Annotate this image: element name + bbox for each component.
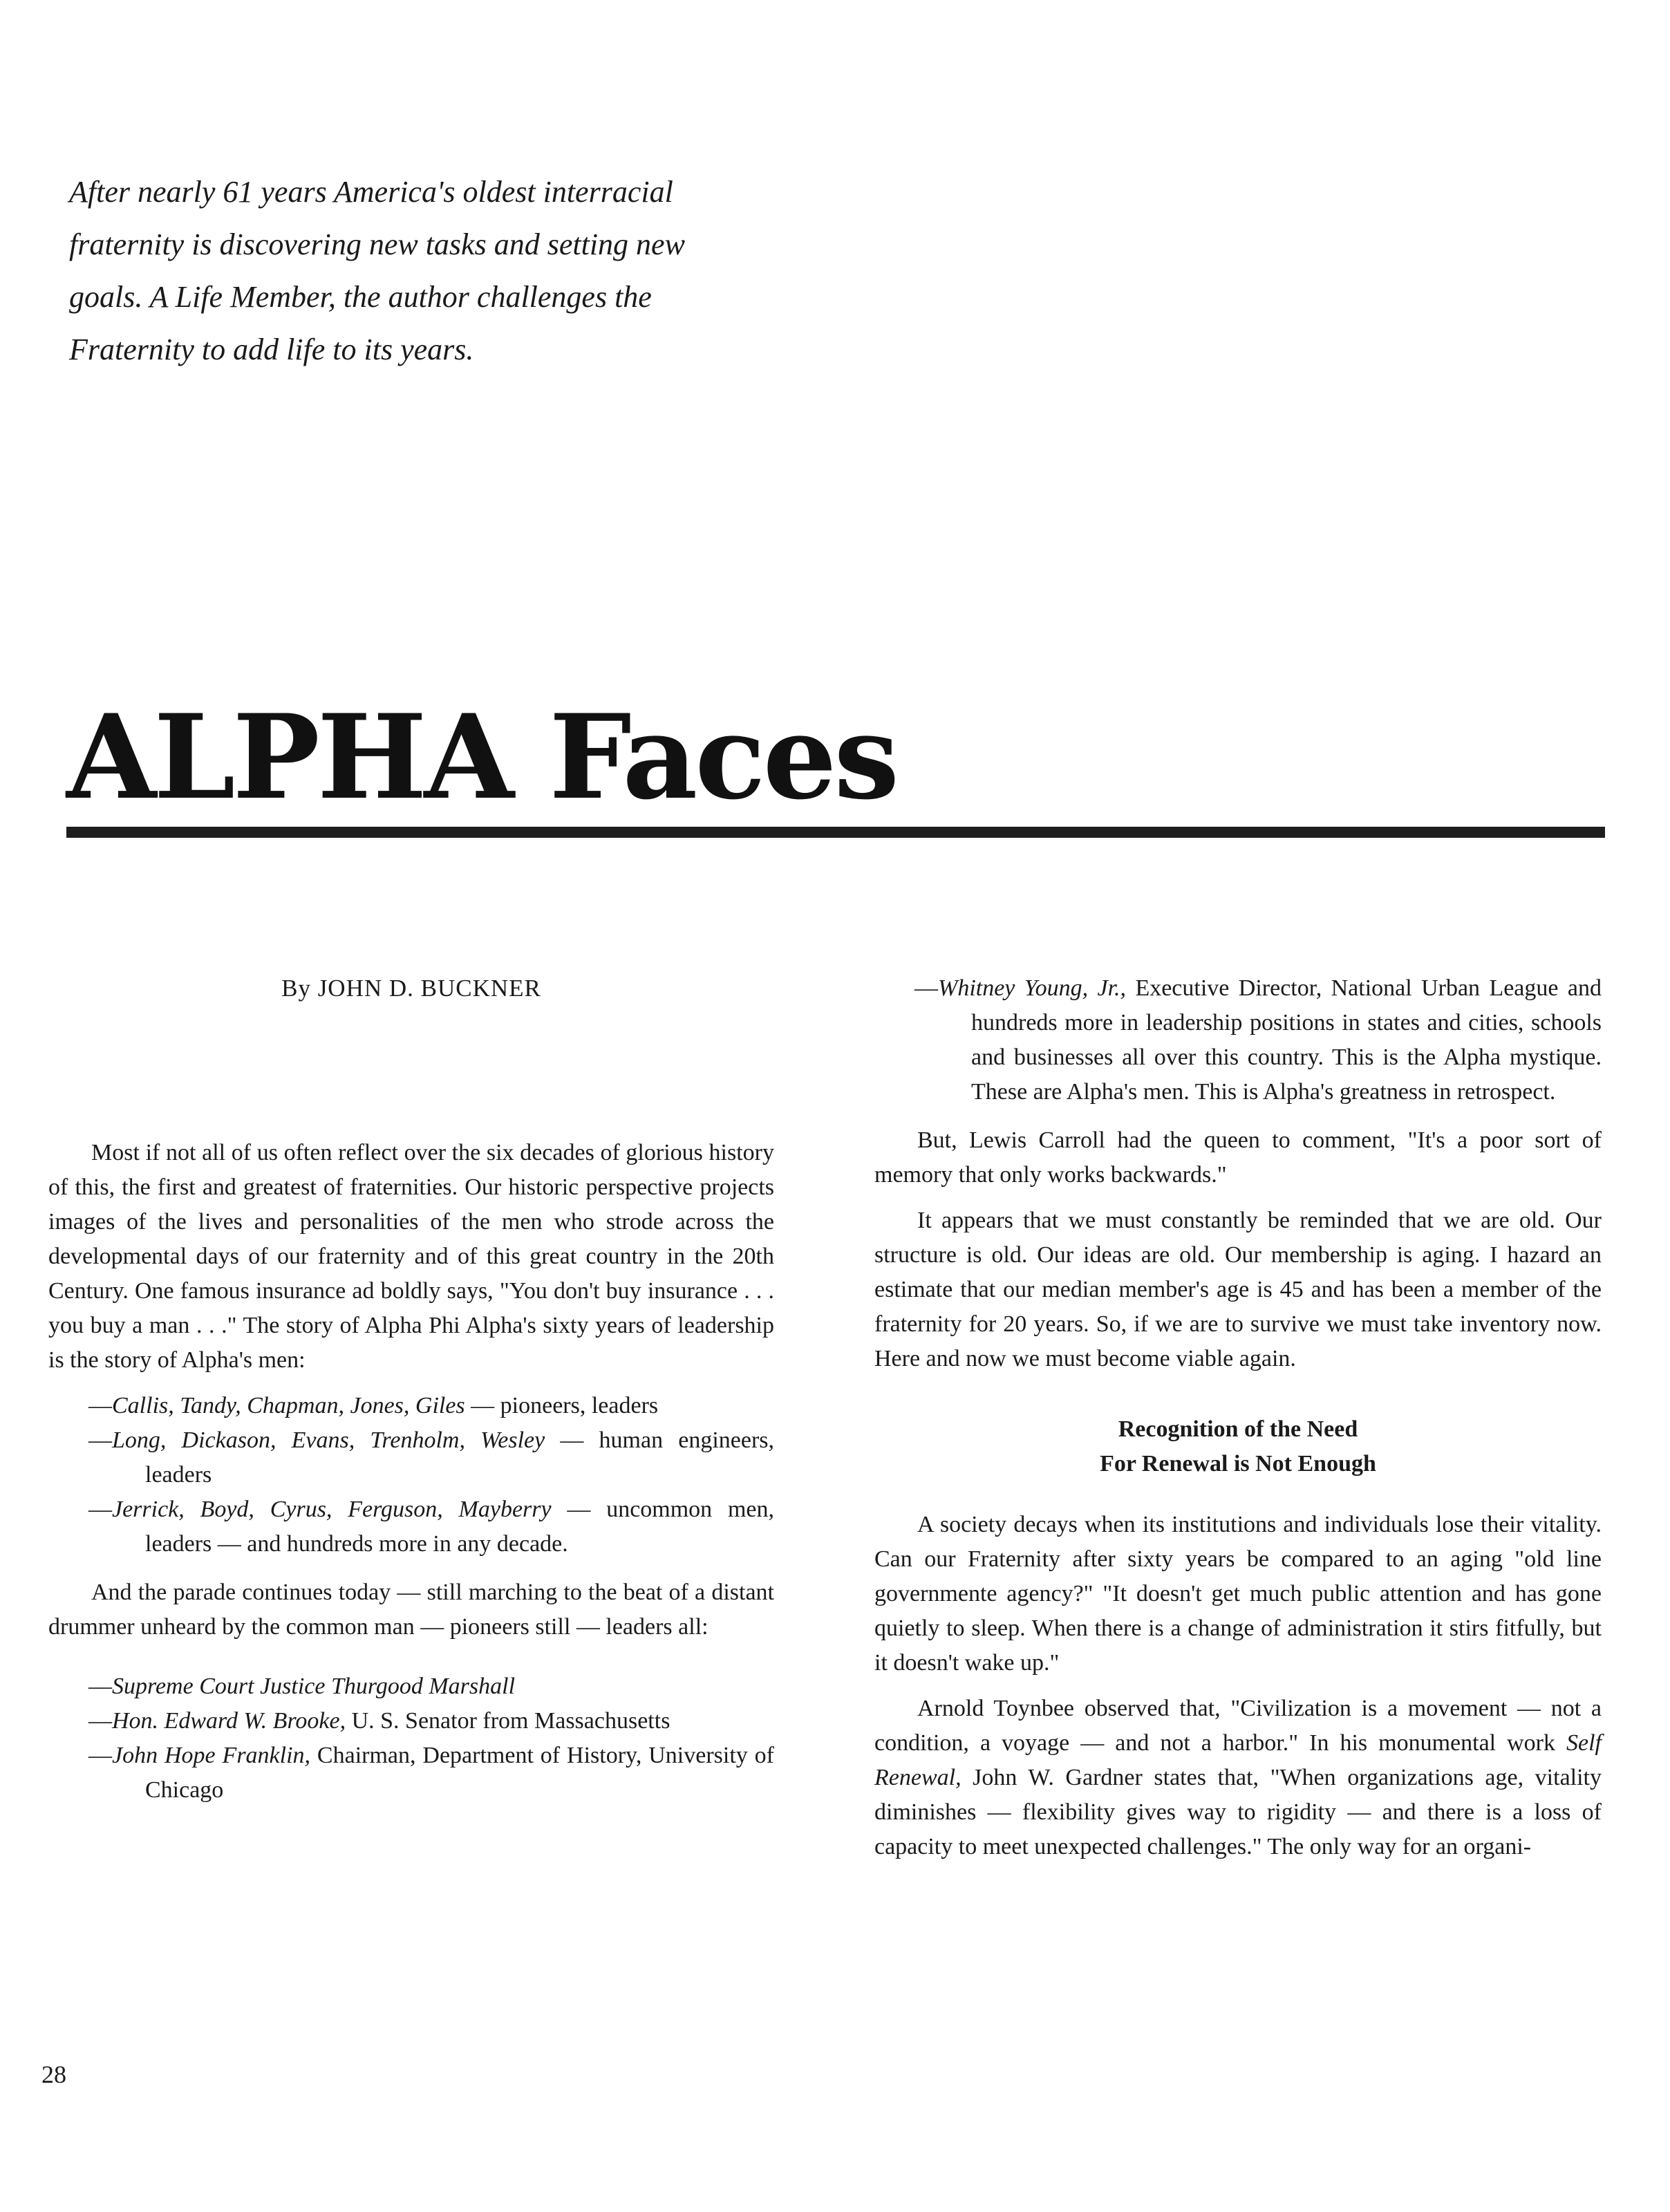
pioneers-list	[48, 1389, 774, 1562]
headline: ALPHA Faces	[66, 688, 897, 825]
left-column	[48, 971, 774, 1821]
dash: —	[88, 1497, 112, 1522]
description: — pioneers, leaders	[465, 1393, 659, 1418]
list-item	[48, 1389, 774, 1423]
description: — uncommon men, leaders — and hundreds more in any decade.	[145, 1497, 774, 1557]
book-title: Self Renewal,	[874, 1730, 1602, 1790]
byline: By JOHN D. BUCKNER	[281, 975, 541, 1002]
names: Jerrick, Boyd, Cyrus, Ferguson, Mayberry	[112, 1497, 552, 1522]
list-item	[48, 1669, 774, 1704]
subhead-line-2: For Renewal is Not Enough	[1100, 1451, 1376, 1477]
section-subhead	[874, 1412, 1602, 1481]
right-column	[874, 971, 1602, 1875]
paragraph-text: John W. Gardner states that, "When organizations age, vitality diminishes — flexibility gives way to rigidity — and there is a loss of capacity to meet unexpected challenges." The only way for an organi-	[874, 1765, 1602, 1859]
description: U. S. Senator from Massachusetts	[346, 1708, 670, 1734]
dash: —	[88, 1674, 112, 1699]
left-paragraph-2: And the parade continues today — still marching to the beat of a distant drummer unheard by the common man — pioneers still — leaders all:	[48, 1580, 774, 1640]
intro-deck: After nearly 61 years America's oldest interracial fraternity is discovering new tasks and setting new goals. A Life Member, the author challenges the Fraternity to add life to its years.	[69, 175, 685, 366]
list-item	[874, 971, 1602, 1109]
description: Executive Director, National Urban League and hundreds more in leadership positions in states and cities, schools and businesses all over this country. This is the Alpha mystique. These are Alpha's men. This is Alpha's greatness in retrospect.	[971, 975, 1602, 1105]
description: — human engineers, leaders	[145, 1427, 774, 1488]
leaders-list	[48, 1669, 774, 1808]
right-paragraph-4	[874, 1691, 1602, 1864]
right-paragraph-1: But, Lewis Carroll had the queen to comment, "It's a poor sort of memory that only works backwards."	[874, 1127, 1602, 1188]
description: Chairman, Department of History, University of Chicago	[145, 1743, 774, 1803]
list-item	[48, 1423, 774, 1492]
page-number: 28	[41, 2061, 66, 2088]
left-paragraph-1: Most if not all of us often reflect over the six decades of glorious history of this, the first and greatest of fraternities. Our historic perspective projects images of the lives and personalities of the men who strode across the developmental days of our fraternity and of this great country in the 20th Century. One famous insurance ad boldly says, "You don't buy insurance . . . you buy a man . . ." The story of Alpha Phi Alpha's sixty years of leadership is the story of Alpha's men:	[48, 1140, 774, 1373]
names: John Hope Franklin,	[112, 1743, 311, 1768]
names: Hon. Edward W. Brooke,	[112, 1708, 346, 1734]
dash: —	[914, 975, 938, 1001]
right-paragraph-2: It appears that we must constantly be reminded that we are old. Our structure is old. Our ideas are old. Our membership is aging. I hazard an estimate that our median member's age is 45 and has been a member of the fraternity for 20 years. So, if we are to survive we must take inventory now. Here and now we must become viable again.	[874, 1208, 1602, 1371]
list-item	[48, 1492, 774, 1562]
names: Callis, Tandy, Chapman, Jones, Giles	[112, 1393, 465, 1418]
names: Long, Dickason, Evans, Trenholm, Wesley	[112, 1427, 545, 1453]
headline-rule	[66, 827, 1605, 838]
dash: —	[88, 1393, 112, 1418]
dash: —	[88, 1708, 112, 1734]
dash: —	[88, 1743, 112, 1768]
list-item	[48, 1738, 774, 1808]
subhead-line-1: Recognition of the Need	[1118, 1416, 1358, 1442]
paragraph-text: Arnold Toynbee observed that, "Civilization is a movement — not a condition, a voyage — and not a harbor." In his monumental work	[874, 1696, 1602, 1756]
names: Whitney Young, Jr.,	[938, 975, 1127, 1001]
names: Supreme Court Justice Thurgood Marshall	[112, 1674, 516, 1699]
list-item	[48, 1704, 774, 1738]
continued-list	[874, 971, 1602, 1109]
right-paragraph-3: A society decays when its institutions and individuals lose their vitality. Can our Fraternity after sixty years be compared to an aging "old line governmente agency?" "It doesn't get much public attention and has gone quietly to sleep. When there is a change of administration it stirs fitfully, but it doesn't wake up."	[874, 1512, 1602, 1676]
dash: —	[88, 1427, 112, 1453]
